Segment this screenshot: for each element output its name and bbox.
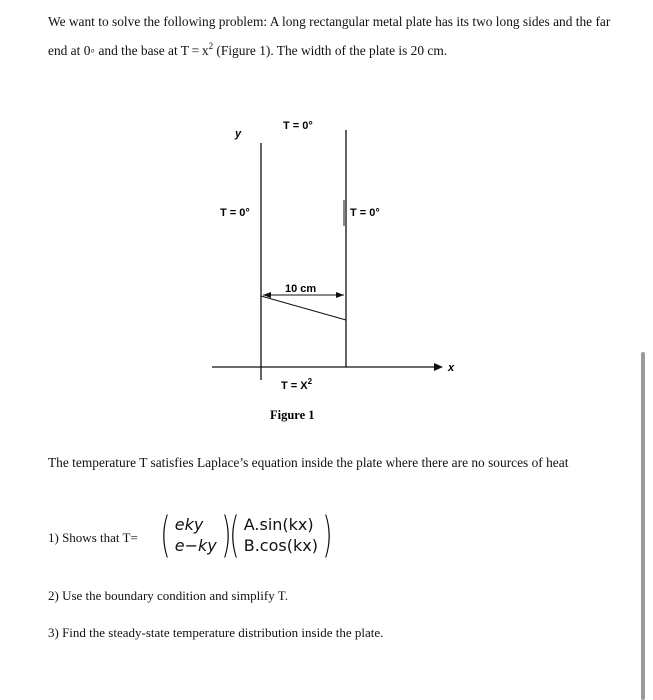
width-arrow-right — [336, 292, 344, 298]
base-label-prefix: T = X — [281, 380, 308, 392]
question-1-label: 1) Shows that T= — [48, 530, 138, 545]
right-paren: ) — [322, 507, 333, 563]
matrix2-row-2: B.cos(kx) — [243, 536, 318, 555]
matrix1-row-2: e−ky — [174, 536, 217, 555]
base-label-exponent: 2 — [307, 377, 313, 386]
right-boundary-label: T = 0° — [350, 207, 380, 219]
matrix1-row-1: eky — [174, 515, 204, 534]
left-paren: ( — [160, 507, 171, 563]
laplace-statement: The temperature T satisfies Laplace’s equation inside the plate where there are no sources of heat — [48, 455, 569, 470]
question-2: 2) Use the boundary condition and simplify T. — [48, 588, 288, 603]
width-label: 10 cm — [285, 283, 317, 295]
right-paren: ) — [220, 507, 232, 563]
question-3: 3) Find the steady-state temperature distribution inside the plate. — [48, 625, 384, 640]
x-axis-label: x — [448, 362, 455, 374]
vertical-scrollbar[interactable] — [641, 352, 645, 700]
matrix2-row-1: A.sin(kx) — [243, 515, 314, 534]
intro-exponent: 2 — [208, 41, 214, 51]
intro-text-2: (Figure 1). The width of the plate is 20 cm. — [213, 43, 448, 58]
top-boundary-label: T = 0° — [283, 120, 313, 132]
y-axis-label: y — [235, 128, 242, 140]
exponential-column-vector — [156, 507, 235, 563]
x-axis-arrowhead — [434, 363, 443, 371]
width-leader-line — [261, 296, 346, 320]
trig-column-vector — [225, 507, 337, 563]
base-boundary-label — [281, 377, 313, 392]
left-boundary-label: T = 0° — [220, 207, 250, 219]
intro-text-1: We want to solve the following problem: A long rectangular metal plate has its two long sides and the far end at 0◦ and the base at T = x — [48, 14, 611, 58]
figure-caption: Figure 1 — [270, 408, 315, 422]
left-paren: ( — [229, 507, 240, 563]
